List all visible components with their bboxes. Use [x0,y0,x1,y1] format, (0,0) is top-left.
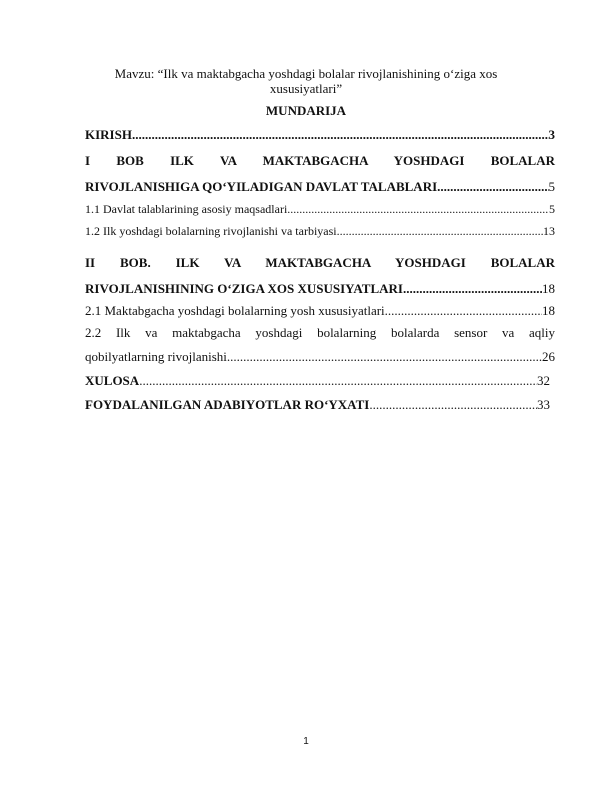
toc-entry-page: 13 [543,224,555,238]
toc-entry-1-1[interactable] [85,201,555,217]
toc-entry-text: qobilyatlarning rivojlanishi [85,349,227,364]
toc-entry-page: 32 [537,373,550,388]
toc-entry-page: 5 [548,179,555,194]
toc-entry-1-2[interactable] [85,223,555,239]
toc-entry-text: 1.2 Ilk yoshdagi bolalarning rivojlanishi va tarbiyasi [85,224,337,238]
toc-entry-bob2[interactable] [85,281,555,297]
toc-entry-bob2-line1[interactable]: II BOB. ILK VA MAKTABGACHA YOSHDAGI BOLALAR [85,255,555,270]
toc-entry-text: 2.1 Maktabgacha yoshdagi bolalarning yosh xususiyatlari [85,303,385,318]
dot-leader [227,349,542,365]
dot-leader [403,281,542,297]
toc-entry-bob1[interactable] [85,179,555,195]
toc-entry-page: 5 [549,202,555,216]
document-title: Mavzu: “Ilk va maktabgacha yoshdagi bolalar rivojlanishining o‘ziga xos xususiyatlari” [114,66,498,96]
toc-entry-text: XULOSA [85,373,140,388]
toc-entry-page: 18 [542,281,555,296]
toc-entry-2-1[interactable] [85,303,555,319]
toc-entry-2-2-line1[interactable]: 2.2 Ilk va maktabgacha yoshdagi bolalarning bolalarda sensor va aqliy [85,325,555,340]
dot-leader [139,373,537,389]
toc-entry-2-2[interactable] [85,349,555,365]
toc-entry-bob1-line1[interactable]: I BOB ILK VA MAKTABGACHA YOSHDAGI BOLALAR [85,153,555,168]
toc-entry-adabiyotlar[interactable] [85,397,550,413]
toc-entry-text: RIVOJLANISHINING O‘ZIGA XOS XUSUSIYATLARI [85,281,403,296]
page-number: 1 [303,736,309,747]
dot-leader [287,201,549,217]
toc-entry-page: 3 [548,127,555,142]
toc-entry-kirish[interactable] [85,127,555,143]
toc-entry-text: 1.1 Davlat talablarining asosiy maqsadlari [85,202,288,216]
toc-heading: MUNDARIJA [265,103,347,118]
toc-entry-text: KIRISH [85,127,132,142]
dot-leader [132,127,549,143]
toc-entry-page: 18 [542,303,555,318]
dot-leader [437,179,548,195]
dot-leader [385,303,542,319]
dot-leader [369,397,537,413]
toc-entry-xulosa[interactable] [85,373,550,389]
toc-entry-page: 33 [537,397,550,412]
toc-entry-page: 26 [542,349,555,364]
toc-entry-text: RIVOJLANISHIGA QO‘YILADIGAN DAVLAT TALABLARI [85,179,438,194]
dot-leader [337,223,543,239]
toc-entry-text: FOYDALANILGAN ADABIYOTLAR RO‘YXATI [85,397,370,412]
